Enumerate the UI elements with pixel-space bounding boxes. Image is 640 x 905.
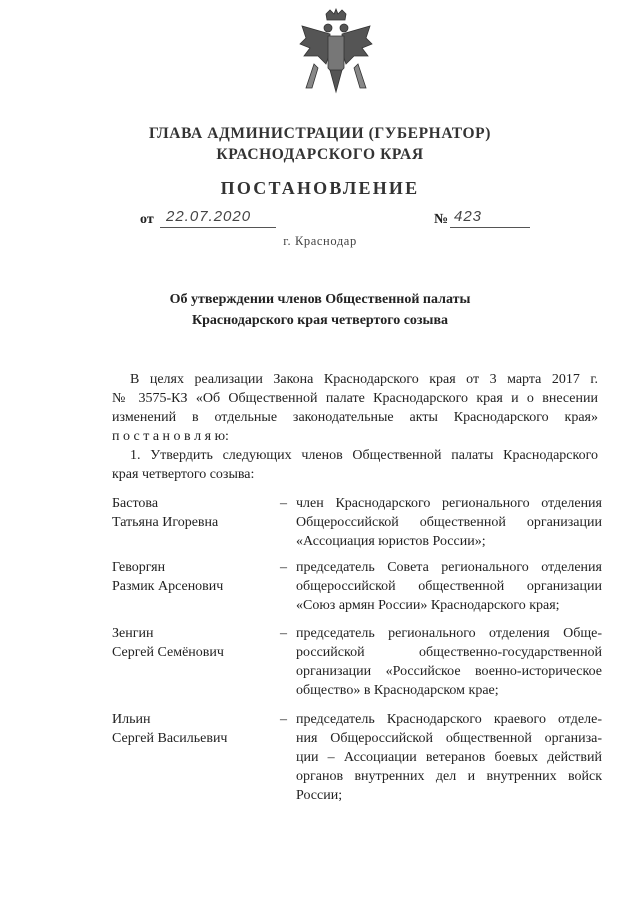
member-role [296, 494, 602, 551]
member-role-line: организации «Российское военно-историческое [296, 664, 602, 679]
member-role-line: органов внутренних дел и внутренних войск [296, 769, 602, 784]
item-1-paragraph [112, 446, 598, 484]
member-role-line: России; [296, 788, 343, 803]
member-dash: – [280, 626, 287, 641]
member-surname: Зенгин [112, 626, 154, 641]
member-name [112, 558, 277, 596]
member-role-line: председатель Краснодарского краевого отделе- [296, 712, 602, 727]
preamble-line: № 3575-КЗ «Об Общественной палате Краснодарского края и о внесении [112, 391, 598, 406]
member-name [112, 710, 277, 748]
member-surname: Ильин [112, 712, 151, 727]
member-role-line: член Краснодарского регионального отделения [296, 496, 602, 511]
member-role-line: общество» в Краснодарском крае; [296, 683, 499, 698]
member-dash: – [280, 496, 287, 511]
preamble-line: изменений в отдельные законодательные акты Краснодарского края» [112, 410, 598, 425]
member-given-name: Размик Арсенович [112, 579, 224, 594]
member-role-line: председатель Совета регионального отделения [296, 560, 602, 575]
preamble-paragraph [112, 370, 598, 446]
member-role-line: ния Общероссийской общественной организа- [296, 731, 602, 746]
member-name [112, 624, 277, 662]
number-label: № [434, 212, 449, 227]
preamble-line: В целях реализации Закона Краснодарского края от 3 марта 2017 г. [130, 372, 598, 387]
member-role-line: «Ассоциация юристов России»; [296, 534, 486, 549]
member-name [112, 494, 277, 532]
member-role-line: общероссийской общественной организации [296, 579, 602, 594]
item-1-line: края четвертого созыва: [112, 467, 255, 482]
member-given-name: Сергей Васильевич [112, 731, 228, 746]
subject-title-line2: Краснодарского края четвертого созыва [191, 313, 449, 328]
member-given-name: Татьяна Игоревна [112, 515, 219, 530]
member-role-line: «Союз армян России» Краснодарского края; [296, 598, 560, 613]
document-type-title: ПОСТАНОВЛЕНИЕ [220, 178, 420, 198]
item-1-line: 1. Утвердить следующих членов Общественной палаты Краснодарского [130, 448, 598, 463]
member-role-line: ции – Ассоциации ветеранов боевых действий [296, 750, 602, 765]
authority-title-line2: КРАСНОДАРСКОГО КРАЯ [216, 146, 424, 163]
authority-title-line1: ГЛАВА АДМИНИСТРАЦИИ (ГУБЕРНАТОР) [149, 125, 491, 142]
resolution-word: п о с т а н о в л я ю: [112, 429, 229, 444]
subject-title-line1: Об утверждении членов Общественной палаты [169, 292, 471, 307]
member-role [296, 558, 602, 615]
member-dash: – [280, 560, 287, 575]
krasnodar-coat-of-arms-emblem [296, 8, 376, 106]
member-role [296, 710, 602, 805]
member-role [296, 624, 602, 700]
member-surname: Бастова [112, 496, 159, 511]
member-role-line: российской общественно-государственной [296, 645, 602, 660]
member-role-line: председатель регионального отделения Обще- [296, 626, 602, 641]
number-underline [450, 227, 530, 228]
member-given-name: Сергей Семёнович [112, 645, 224, 660]
member-role-line: Общероссийской общественной организации [296, 515, 602, 530]
member-dash: – [280, 712, 287, 727]
date-label: от [140, 212, 154, 227]
date-underline [160, 227, 276, 228]
date-value: 22.07.2020 [166, 208, 252, 225]
city-line: г. Краснодар [283, 234, 357, 248]
member-surname: Геворгян [112, 560, 166, 575]
number-value: 423 [454, 208, 483, 225]
